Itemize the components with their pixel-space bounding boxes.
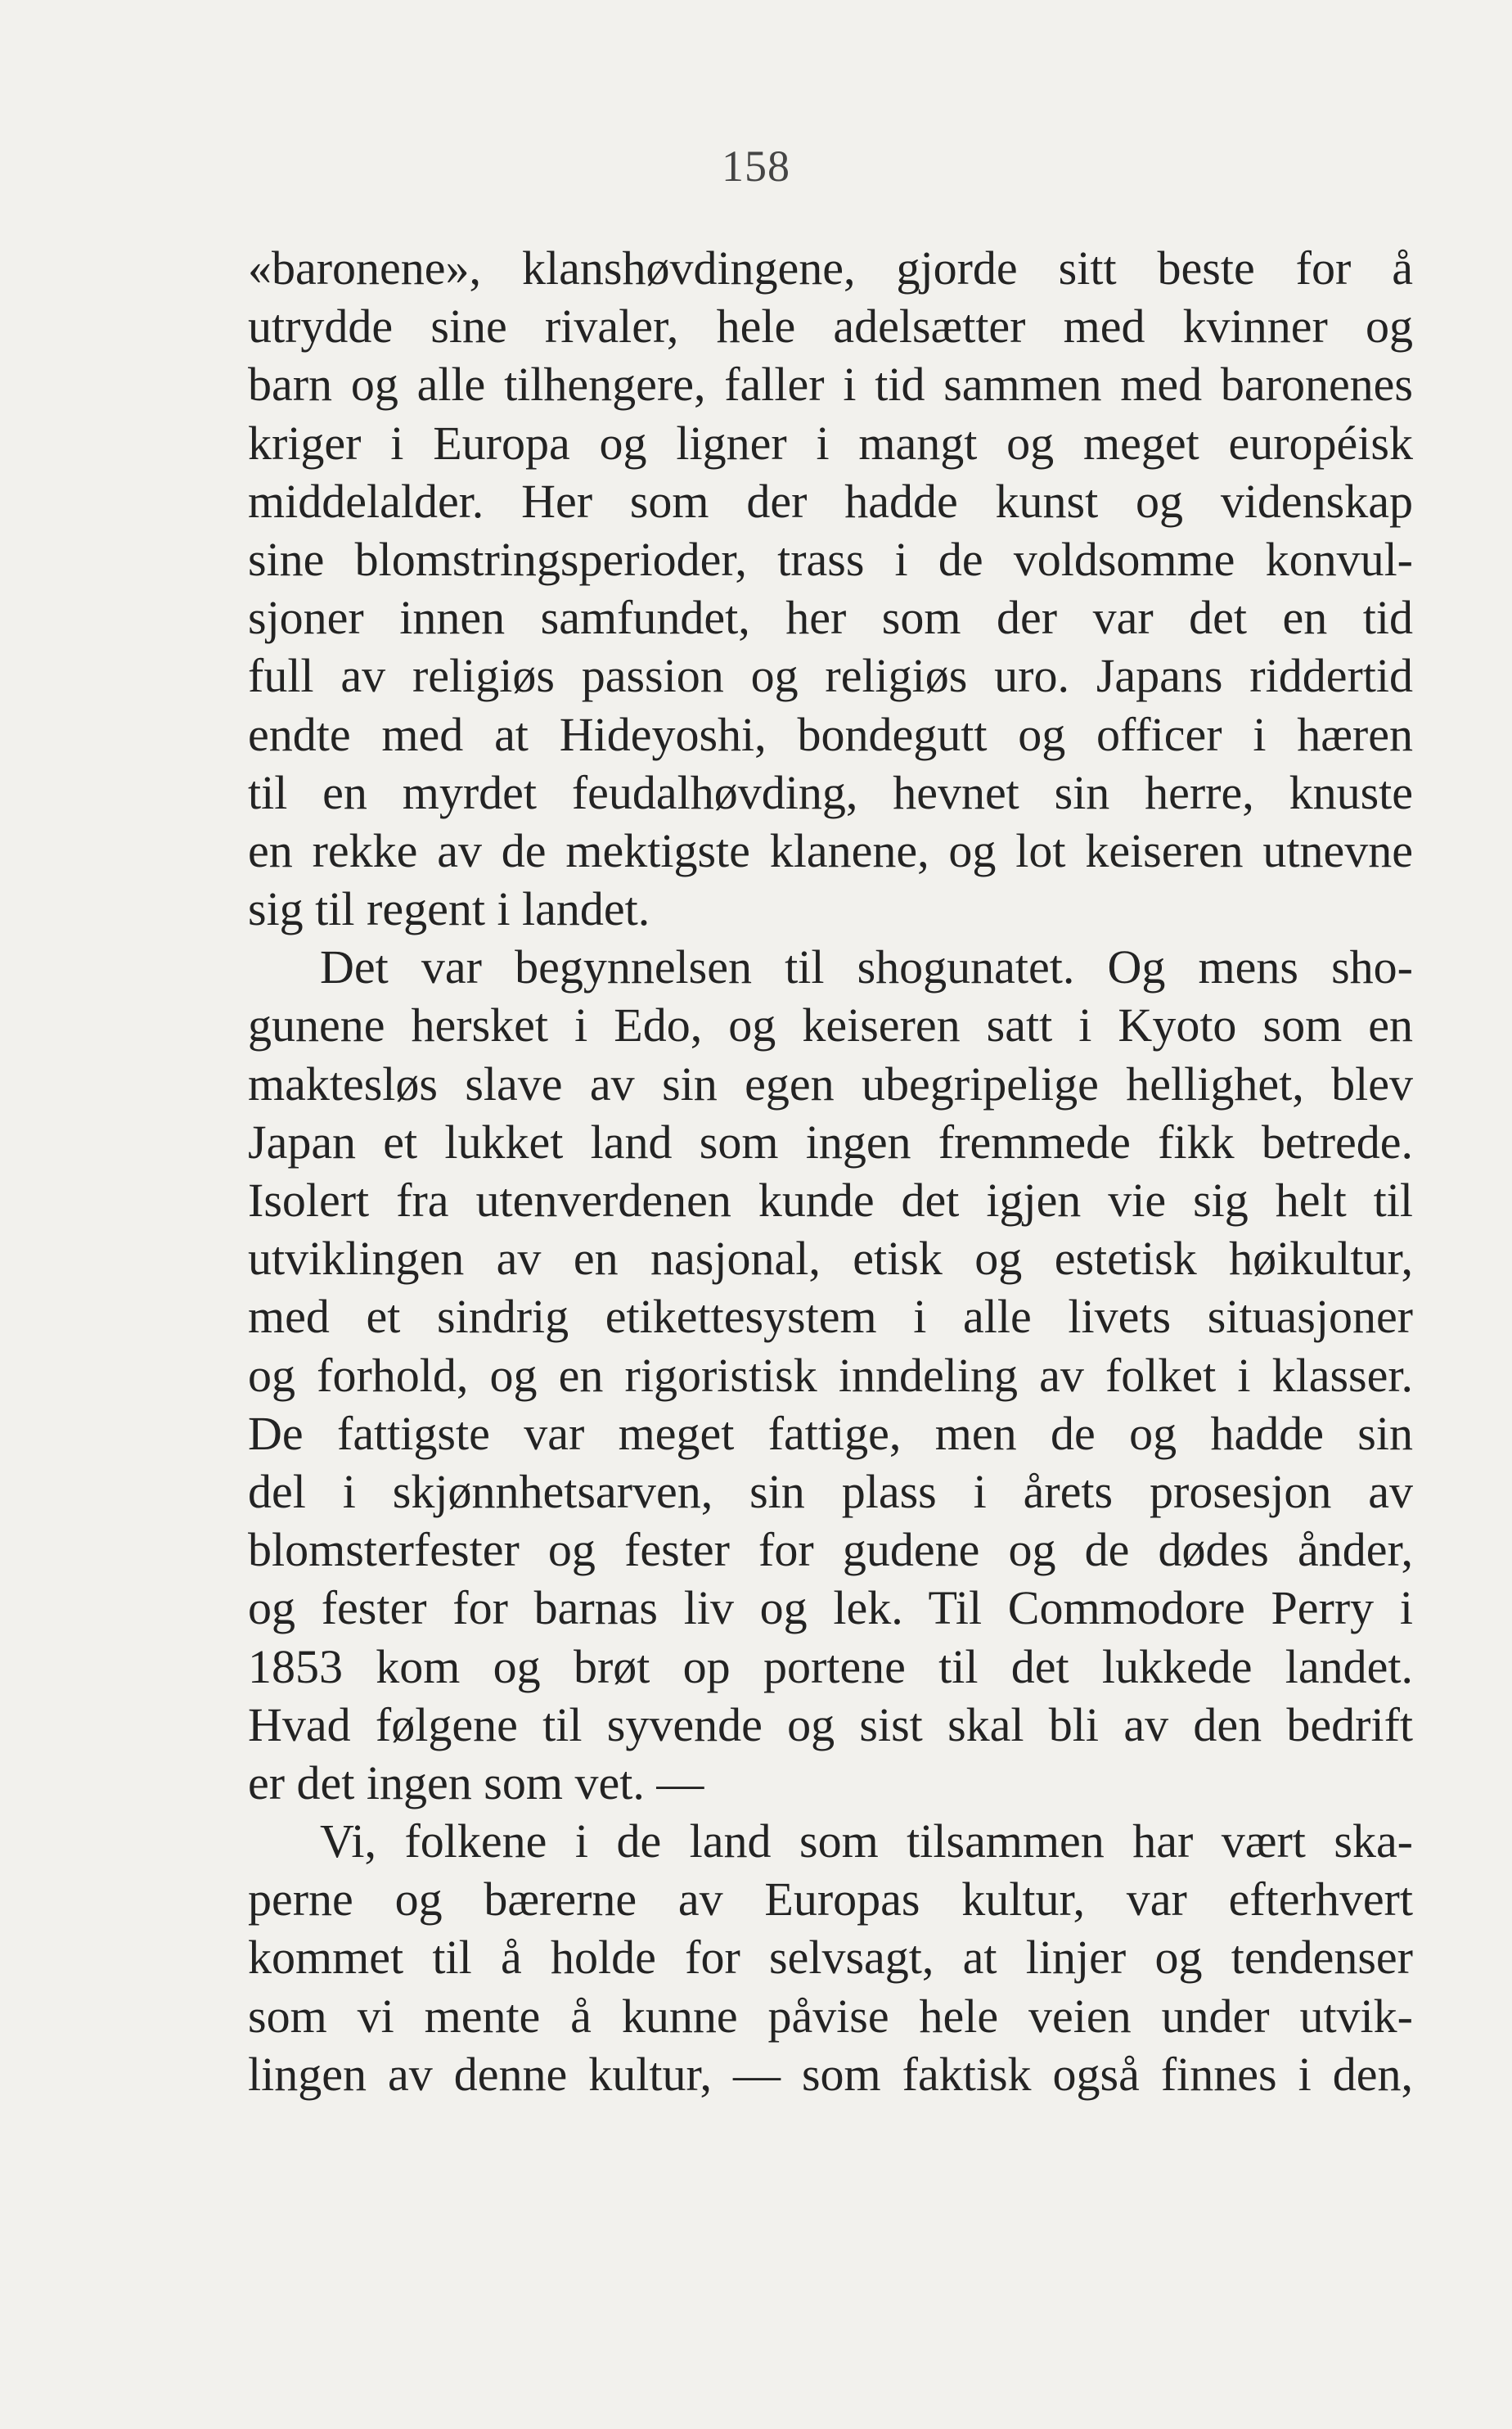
text-line: og forhold, og en rigoristisk inndeling av folket i klasser. [248,1348,1413,1402]
page-number: 158 [722,142,790,191]
text-line: Hvad følgene til syvende og sist skal bli av den bedrift [248,1697,1413,1751]
text-line: Vi, folkene i de land som tilsammen har vært ska- [320,1814,1413,1868]
text-line: sjoner innen samfundet, her som der var det en tid [248,591,1413,645]
text-line: utrydde sine rivaler, hele adelsætter med kvinner og [248,300,1413,354]
text-line: middelalder. Her som der hadde kunst og videnskap [248,474,1413,528]
text-line: er det ingen som vet. — [248,1755,704,1809]
text-line: med et sindrig etikettesystem i alle livets situasjoner [248,1290,1413,1344]
text-line: kriger i Europa og ligner i mangt og meget européisk [248,416,1413,470]
text-line: kommet til å holde for selvsagt, at linjer og tendenser [248,1931,1413,1985]
text-line: utviklingen av en nasjonal, etisk og estetisk høikultur, [248,1232,1413,1286]
text-line: Isolert fra utenverdenen kunde det igjen vie sig helt til [248,1174,1413,1227]
text-line: en rekke av de mektigste klanene, og lot keiseren utnevne [248,823,1413,877]
text-line: 1853 kom og brøt op portene til det lukkede landet. [248,1639,1413,1693]
text-line: gunene hersket i Edo, og keiseren satt i Kyoto som en [248,998,1413,1052]
text-line: sine blomstringsperioder, trass i de voldsomme konvul- [248,532,1413,586]
text-line: sig til regent i landet. [248,882,650,936]
text-line: maktesløs slave av sin egen ubegripelige hellighet, blev [248,1057,1413,1111]
text-line: barn og alle tilhengere, faller i tid sammen med baronenes [248,358,1413,412]
text-line: og fester for barnas liv og lek. Til Commodore Perry i [248,1581,1413,1635]
text-line: perne og bærerne av Europas kultur, var efterhvert [248,1872,1413,1927]
text-line: endte med at Hideyoshi, bondegutt og officer i hæren [248,707,1413,761]
text-line: «baronene», klanshøvdingene, gjorde sitt beste for å [248,241,1413,295]
text-line: del i skjønnhetsarven, sin plass i årets prosesjon av [248,1464,1413,1518]
text-line: Japan et lukket land som ingen fremmede fikk betrede. [248,1115,1413,1169]
text-line: blomsterfester og fester for gudene og de dødes ånder, [248,1523,1413,1577]
text-line: full av religiøs passion og religiøs uro. Japans riddertid [248,649,1413,703]
text-line: lingen av denne kultur, — som faktisk også finnes i den, [248,2047,1413,2101]
text-line: til en myrdet feudalhøvding, hevnet sin herre, knuste [248,765,1413,819]
text-line: De fattigste var meget fattige, men de og hadde sin [248,1406,1413,1460]
text-line: som vi mente å kunne påvise hele veien under utvik- [248,1989,1413,2043]
body-text [248,239,1413,2103]
text-line: Det var begynnelsen til shogunatet. Og mens sho- [320,940,1413,994]
